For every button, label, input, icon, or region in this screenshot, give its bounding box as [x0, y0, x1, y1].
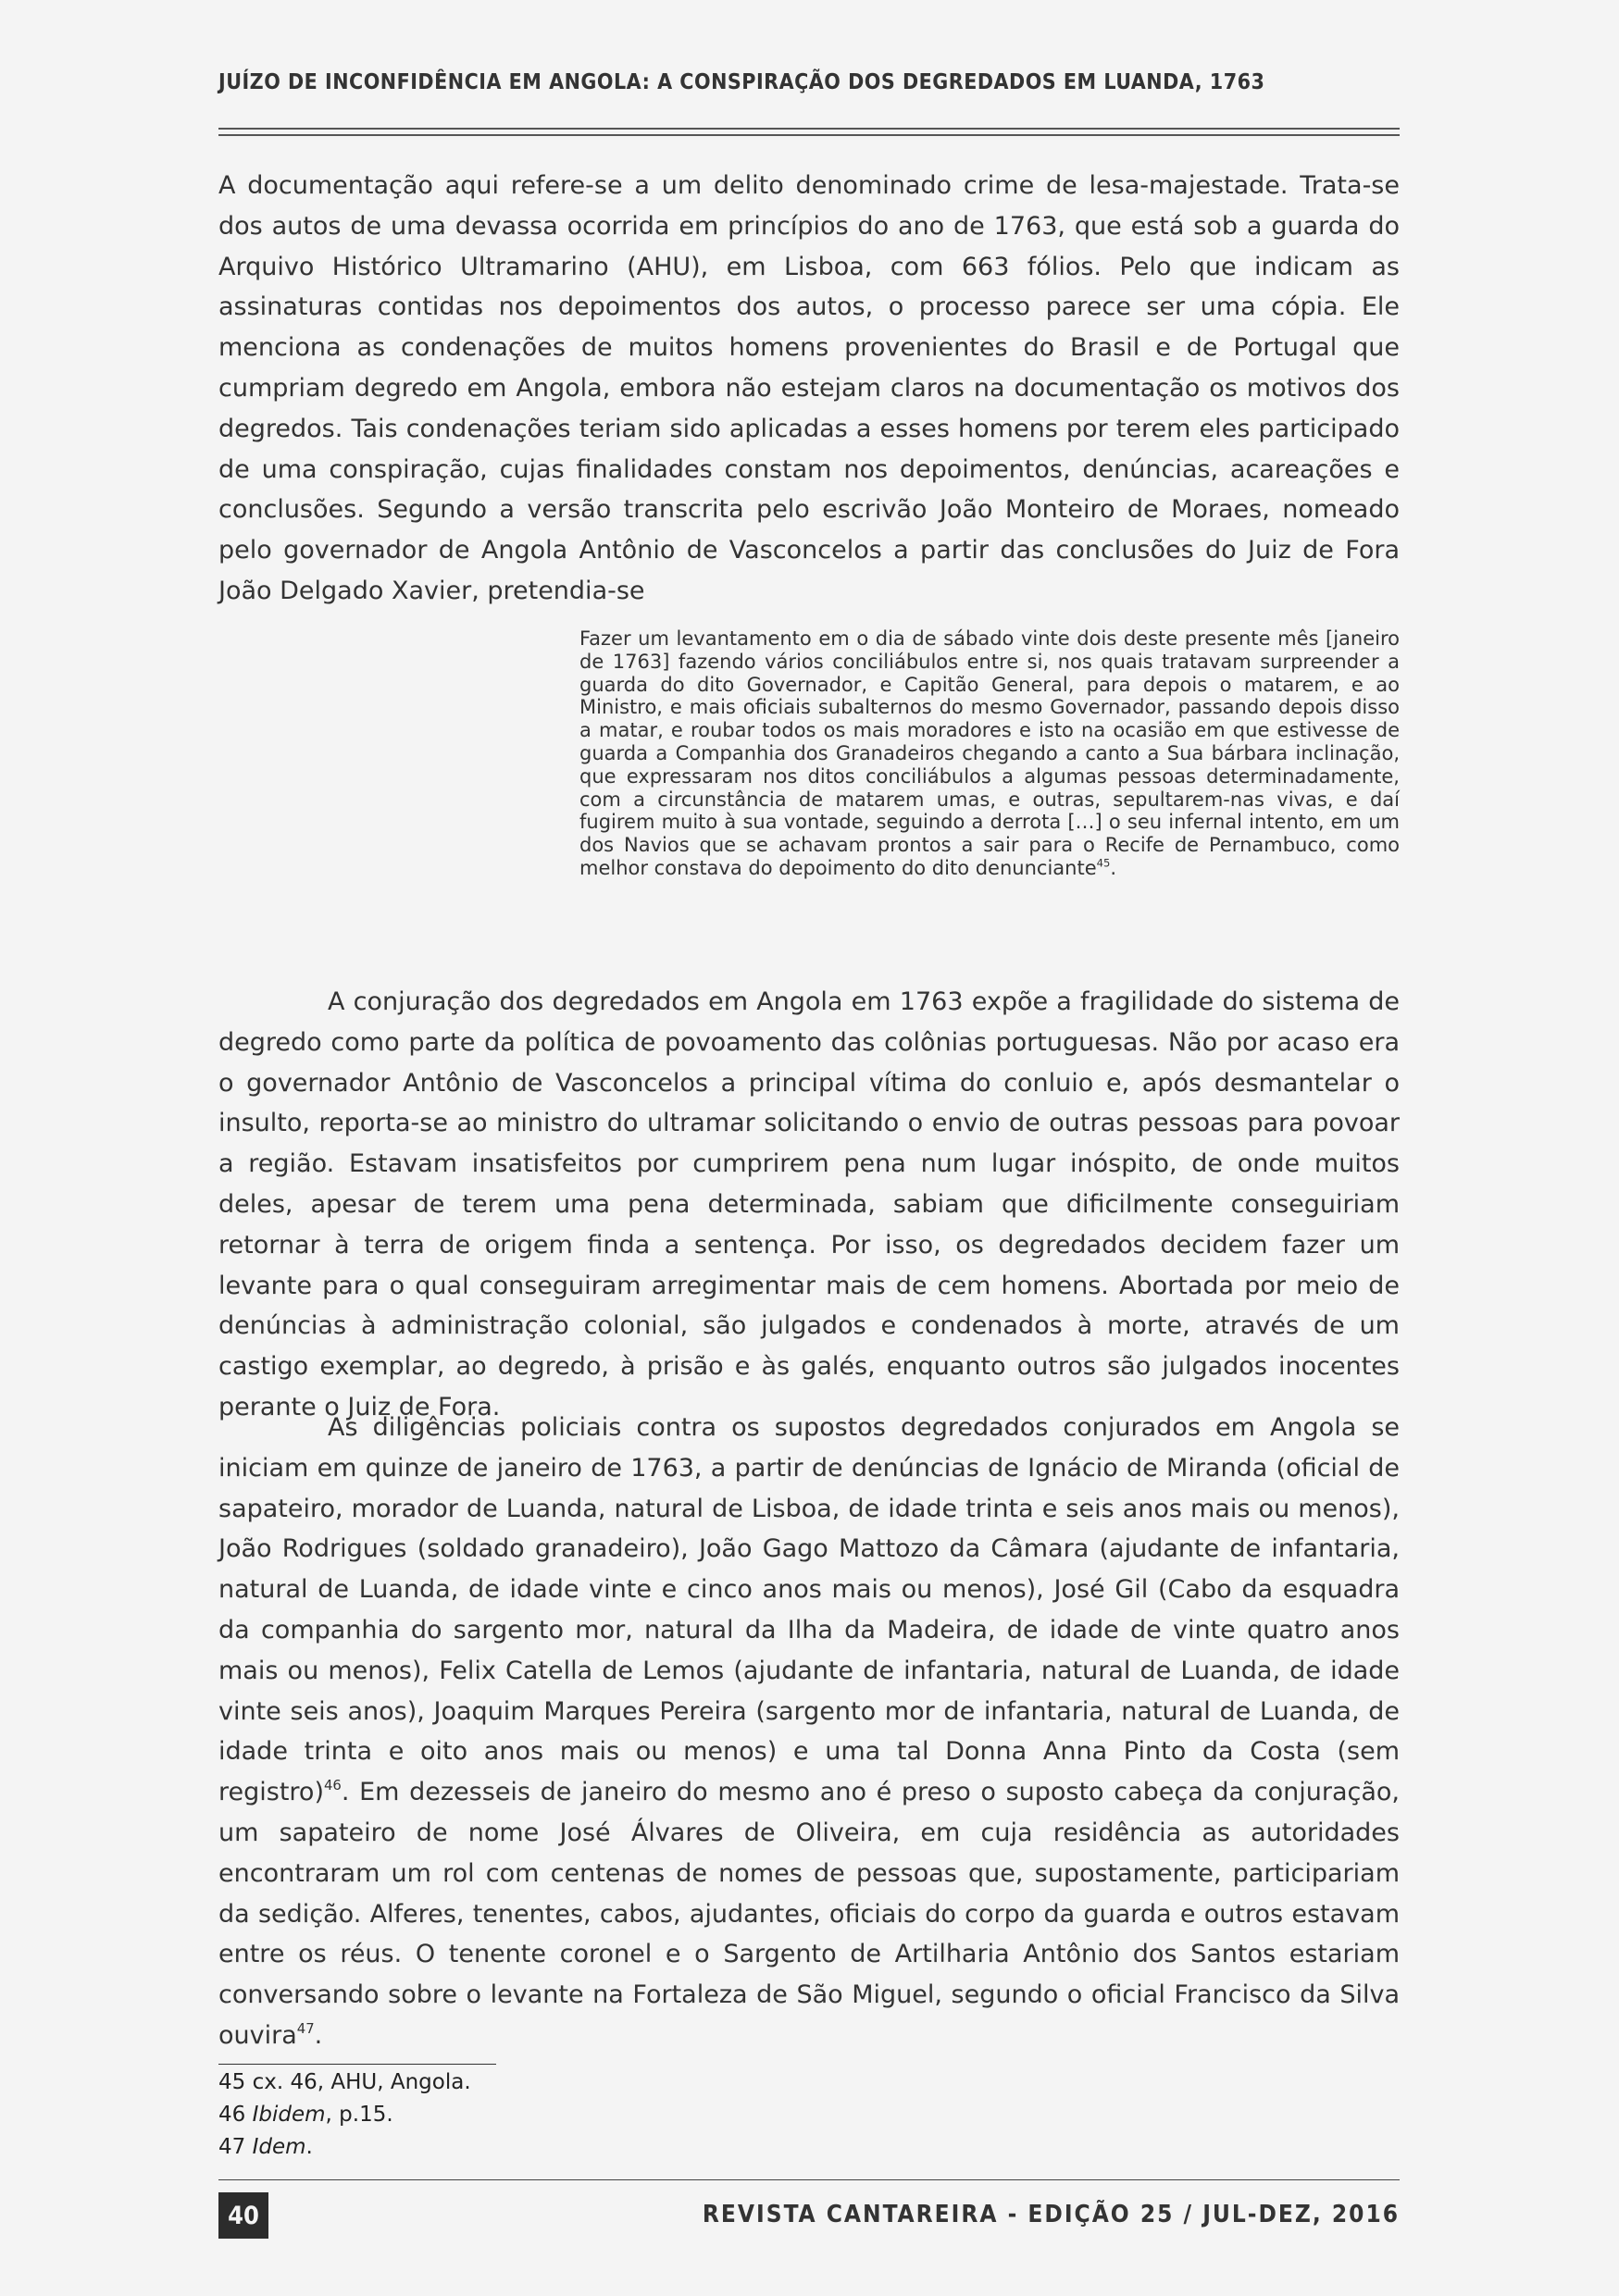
footnote-47 — [218, 2131, 471, 2164]
footnote-ref-46[interactable]: 46 — [323, 1777, 342, 1794]
block-quote — [579, 627, 1400, 880]
header-double-rule — [218, 128, 1400, 136]
footnote-ref-45[interactable]: 45 — [1096, 856, 1111, 870]
footnote-text: , p.15. — [325, 2103, 393, 2127]
journal-title: REVISTA CANTAREIRA - EDIÇÃO 25 / JUL-DEZ, 2016 — [702, 2201, 1400, 2228]
block-quote-end: . — [1110, 856, 1117, 879]
paragraph-3-part-b: . Em dezesseis de janeiro do mesmo ano é preso o suposto cabeça da conjuração, um sapateiro de nome José Álvares de Oliveira, em cuja residência as autoridades encontraram um rol com centenas de nomes de pessoas que, supostamente, participariam da sedição. Alferes, tenentes, cabos, ajudantes, oficiais do corpo da guarda e outros estavam entre os réus. O tenente coronel e o Sargento de Artilharia Antônio dos Santos estariam conversando sobre o levante na Fortaleza de São Miguel, segundo o oficial Francisco da Silva ouvira — [218, 1778, 1400, 2050]
footnote-text: cx. 46, AHU, Angola. — [252, 2070, 471, 2094]
footnote-45 — [218, 2066, 471, 2099]
paragraph-1 — [218, 166, 1400, 612]
footnote-number: 46 — [218, 2103, 246, 2127]
paragraph-2-text: A conjuração dos degredados em Angola em 1763 expõe a fragilidade do sistema de degredo como parte da política de povoamento das colônias portuguesas. Não por acaso era o governador Antônio de Vasconcelos a principal vítima do conluio e, após desmantelar o insulto, reporta-se ao ministro do ultramar solicitando o envio de outras pessoas para povoar a região. Estavam insatisfeitos por cumprirem pena num lugar inóspito, de onde muitos deles, apesar de terem uma pena determinada, sabiam que dificilmente conseguiriam retornar à terra de origem finda a sentença. Por isso, os degredados decidem fazer um levante para o qual conseguiram arregimentar mais de cem homens. Abortada por meio de denúncias à administração colonial, são julgados e condenados à morte, através de um castigo exemplar, ao degredo, à prisão e às galés, enquanto outros são julgados inocentes perante o Juiz de Fora. — [218, 987, 1400, 1421]
paragraph-1-text: A documentação aqui refere-se a um delito denominado crime de lesa-majestade. Trata-se dos autos de uma devassa ocorrida em princípios do ano de 1763, que está sob a guarda do Arquivo Histórico Ultramarino (AHU), em Lisboa, com 663 fólios. Pelo que indicam as assinaturas contidas nos depoimentos dos autos, o processo parece ser uma cópia. Ele menciona as condenações de muitos homens provenientes do Brasil e de Portugal que cumpriam degredo em Angola, embora não estejam claros na documentação os motivos dos degredos. Tais condenações teriam sido aplicadas a esses homens por terem eles participado de uma conspiração, cujas finalidades constam nos depoimentos, denúncias, acareações e conclusões. Segundo a versão transcrita pelo escrivão João Monteiro de Moraes, nomeado pelo governador de Angola Antônio de Vasconcelos a partir das conclusões do Juiz de Fora João Delgado Xavier, pretendia-se — [218, 171, 1400, 605]
paragraph-3-text — [218, 1408, 1400, 2056]
block-quote-text: Fazer um levantamento em o dia de sábado vinte dois deste presente mês [janeiro de 1763] fazendo vários conciliábulos entre si, nos quais tratavam surpreender a guarda do dito Governador, e Capitão General, para depois o matarem, e ao Ministro, e mais oficiais subalternos do mesmo Governador, passando depois disso a matar, e roubar todos os mais moradores e isto na ocasião em que estivesse de guarda a Companhia dos Granadeiros chegando a canto a Sua bárbara inclinação, que expressaram nos ditos conciliábulos a algumas pessoas determinadamente, com a circunstância de matarem umas, e outras, sepultarem-nas vivas, e daí fugirem muito à sua vontade, seguindo a derrota […] o seu infernal intento, em um dos Navios que se achavam prontos a sair para o Recife de Pernambuco, como melhor constava do depoimento do dito denunciante — [579, 627, 1400, 879]
paragraph-3-end: . — [314, 2020, 323, 2050]
footnote-46 — [218, 2099, 471, 2131]
page-number: 40 — [218, 2192, 268, 2239]
footnotes — [218, 2066, 471, 2164]
footnote-separator — [218, 2064, 496, 2065]
footnote-number: 45 — [218, 2070, 246, 2094]
footnote-italic: Idem — [252, 2135, 306, 2159]
footnote-number: 47 — [218, 2135, 246, 2159]
paragraph-3 — [218, 1408, 1400, 2056]
running-title: JUÍZO DE INCONFIDÊNCIA EM ANGOLA: A CONSPIRAÇÃO DOS DEGREDADOS EM LUANDA, 1763 — [218, 70, 1265, 94]
footnote-text: . — [305, 2135, 313, 2159]
footer-rule — [218, 2179, 1400, 2180]
footnote-italic: Ibidem — [252, 2103, 326, 2127]
paragraph-2 — [218, 982, 1400, 1428]
paragraph-3-part-a: As diligências policiais contra os supostos degredados conjurados em Angola se iniciam em quinze de janeiro de 1763, a partir de denúncias de Ignácio de Miranda (oficial de sapateiro, morador de Luanda, natural de Lisboa, de idade trinta e seis anos mais ou menos), João Rodrigues (soldado granadeiro), João Gago Mattozo da Câmara (ajudante de infantaria, natural de Luanda, de idade vinte e cinco anos mais ou menos), José Gil (Cabo da esquadra da companhia do sargento mor, natural da Ilha da Madeira, de idade de vinte quatro anos mais ou menos), Felix Catella de Lemos (ajudante de infantaria, natural de Luanda, de idade vinte seis anos), Joaquim Marques Pereira (sargento mor de infantaria, natural de Luanda, de idade trinta e oito anos mais ou menos) e uma tal Donna Anna Pinto da Costa (sem registro) — [218, 1413, 1400, 1807]
footnote-ref-47[interactable]: 47 — [296, 2019, 315, 2037]
